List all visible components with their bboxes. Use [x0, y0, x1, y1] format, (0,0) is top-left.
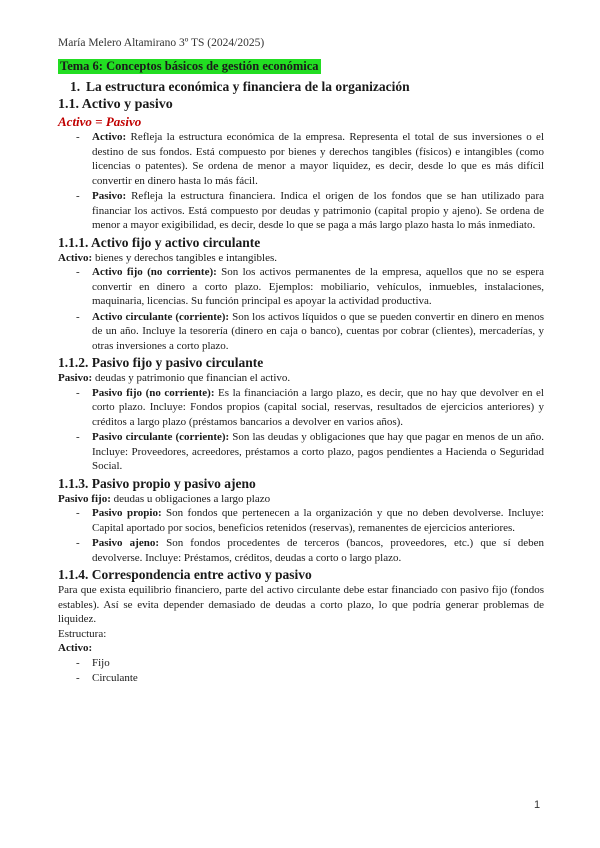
- balance-formula: Activo = Pasivo: [58, 114, 142, 129]
- dash-bullet: -: [76, 537, 80, 549]
- list-item: [58, 130, 544, 188]
- document-content: [58, 57, 544, 687]
- activo-label-text: Activo:: [58, 642, 93, 654]
- section-heading: [70, 78, 544, 95]
- item-label: Pasivo fijo (no corriente):: [92, 386, 215, 399]
- item-text: Refleja la estructura financiera. Indica el origen de los fondos que se han utilizado para financiar los activos. Está compuesto por deudas y patrimonio (capital propio y ajeno). Se ordena de menor a mayor exigibilidad, es decir, desde lo que se paga a más largo plazo hasta lo más inmediato.: [92, 190, 544, 231]
- item-text: Son fondos procedentes de terceros (bancos, proveedores, etc.) que sí deben devolverse. Incluye: Préstamos, créditos, deudas a corto o largo plazo.: [92, 537, 544, 564]
- item-label: Pasivo circulante (corriente):: [92, 431, 230, 443]
- subsection-heading-1-1-3: 1.1.3. Pasivo propio y pasivo ajeno: [58, 475, 256, 491]
- subsection-heading-1-1: 1.1. Activo y pasivo: [58, 97, 173, 112]
- page-header-author: María Melero Altamirano 3º TS (2024/2025): [58, 37, 265, 49]
- dash-bullet: -: [76, 431, 80, 443]
- list-1-1-2: [58, 386, 544, 474]
- subsection-heading-1-1-4: 1.1.4. Correspondencia entre activo y pasivo: [58, 567, 312, 582]
- item-label: Pasivo:: [92, 190, 127, 202]
- paragraph: [58, 251, 544, 266]
- topic-title: Tema 6: Conceptos básicos de gestión económica: [60, 59, 319, 73]
- item-label: Pasivo propio:: [92, 507, 162, 519]
- item-text: Son los activos permanentes de la empresa, aquellos que no se espera convertir en dinero a corto plazo. Ejemplos: mobiliario, vehículos, inmuebles, instalaciones, maquinaria, licencias. Su función principal es apoyar la actividad productiva.: [92, 266, 544, 307]
- item-text: Son los activos líquidos o que se pueden convertir en dinero en menos de un año. Incluye la tesorería (dinero en caja o banco), cuentas por cobrar (clientes), mercaderías, y otras inversiones a corto plazo.: [92, 310, 544, 352]
- item-label: Activo fijo (no corriente):: [92, 266, 217, 278]
- item-text: Es la financiación a largo plazo, es decir, que no hay que devolver en el corto plazo. Incluye: Fondos propios (capital social, reservas, resultados de ejercicios anteriores) y créditos a largo plazo (préstamos bancarios a devolver en varios años).: [92, 386, 544, 428]
- dash-bullet: -: [76, 507, 80, 519]
- list-1-1-3: [58, 506, 544, 565]
- list-item: [58, 506, 544, 535]
- dash-bullet: -: [76, 310, 80, 323]
- list-item: [58, 310, 544, 354]
- list-item: [58, 189, 544, 233]
- paragraph: Para que exista equilibrio financiero, parte del activo circulante debe estar financiado con pasivo fijo (fondos estables). Así se evita depender demasiado de deudas a corto plazo, lo que podría generar problemas de liquidez.: [58, 584, 544, 625]
- dash-bullet: -: [76, 190, 80, 202]
- item-label: Pasivo ajeno:: [92, 537, 159, 549]
- intro-text: deudas u obligaciones a largo plazo: [110, 492, 271, 505]
- subsection-heading-1-1-1: 1.1.1. Activo fijo y activo circulante: [58, 234, 261, 250]
- dash-bullet: -: [76, 266, 80, 278]
- list-item: [58, 386, 544, 430]
- intro-text: bienes y derechos tangibles e intangibles.: [92, 251, 278, 264]
- section-number: 1.: [70, 79, 81, 94]
- intro-label: Pasivo:: [58, 372, 93, 384]
- item-label: Activo:: [92, 131, 127, 143]
- item-text: Fijo: [92, 656, 110, 669]
- list-item: [58, 536, 544, 565]
- dash-bullet: -: [76, 656, 80, 669]
- intro-label: Activo:: [58, 251, 93, 264]
- intro-label: Pasivo fijo:: [58, 492, 111, 505]
- item-text: Son las deudas y obligaciones que hay que pagar en menos de un año. Incluye: Proveedores, acreedores, préstamos a corto plazo, pagos pendientes a Hacienda o Seguridad Social.: [92, 431, 545, 472]
- dash-bullet: -: [76, 131, 80, 143]
- list-item: [58, 671, 544, 686]
- activo-label: [58, 641, 544, 656]
- subsection-heading-1-1-2: 1.1.2. Pasivo fijo y pasivo circulante: [58, 355, 264, 370]
- paragraph: [58, 371, 544, 386]
- dash-bullet: -: [76, 672, 80, 684]
- list-1-1: [58, 130, 544, 233]
- item-text: Son fondos que pertenecen a la organización y que no deben devolverse. Incluye: Capital aportado por socios, beneficios retenidos (reservas), remanentes de ejercicios anteriores.: [92, 507, 544, 534]
- list-item: [58, 656, 544, 671]
- item-label: Activo circulante (corriente):: [92, 310, 230, 323]
- page-number: 1: [534, 799, 541, 811]
- paragraph: [58, 492, 544, 507]
- list-1-1-1: [58, 265, 544, 353]
- list-item: [58, 265, 544, 309]
- structure-label: Estructura:: [58, 627, 107, 640]
- section-title: La estructura económica y financiera de la organización: [86, 79, 410, 94]
- list-1-1-4: [58, 656, 544, 686]
- item-text: Circulante: [92, 672, 138, 684]
- list-item: [58, 430, 544, 474]
- dash-bullet: -: [76, 386, 80, 399]
- item-text: Refleja la estructura económica de la empresa. Representa el total de sus inversiones o el destino de sus fondos. Está compuesto por bienes y derechos tangibles (físicos) e intangibles (como licencias o patentes). Se ordena de menor a mayor liquidez, es decir, desde lo que es más difícil convertir en dinero hasta lo más fácil.: [92, 131, 544, 187]
- intro-text: deudas y patrimonio que financian el activo.: [92, 372, 291, 384]
